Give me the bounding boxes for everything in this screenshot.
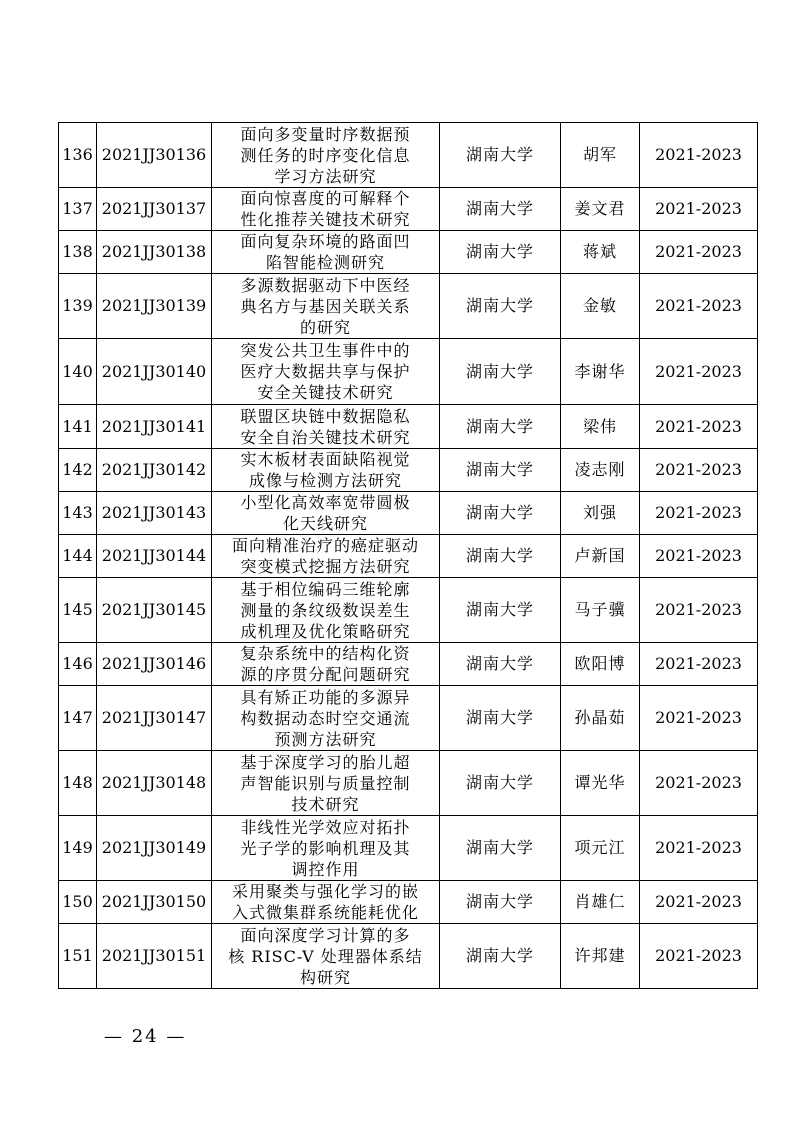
row-number-cell: 145 [59,578,97,643]
institution-cell: 湖南大学 [440,751,561,816]
person-in-charge-cell: 李谢华 [561,339,640,405]
project-title-line: 学习方法研究 [274,166,377,186]
project-title-cell [212,231,440,274]
project-table [58,122,758,989]
period-cell: 2021-2023 [640,188,758,231]
row-number-cell: 140 [59,339,97,405]
institution-cell: 湖南大学 [440,274,561,339]
table-row [59,492,758,535]
project-title-line: 典名方与基因关联关系 [240,296,411,316]
row-number-cell: 141 [59,405,97,449]
project-title-line: 复杂系统中的结构化资 [240,644,411,663]
project-title-line: 成机理及优化策略研究 [240,621,411,641]
project-title-line: 调控作用 [291,859,360,879]
project-title-line: 入式微集群系统能耗优化 [231,903,419,922]
table-row [59,449,758,492]
table-row [59,274,758,339]
person-in-charge-cell: 项元江 [561,816,640,881]
row-number-cell: 151 [59,924,97,989]
table-row [59,405,758,449]
project-title-cell [212,405,440,449]
project-code-cell: 2021JJ30150 [97,881,212,924]
table-row [59,578,758,643]
project-title-line: 构数据动态时空交通流 [240,708,411,728]
person-in-charge-cell: 肖雄仁 [561,881,640,924]
institution-cell: 湖南大学 [440,686,561,751]
project-title-cell [212,449,440,492]
person-in-charge-cell: 凌志刚 [561,449,640,492]
table-row [59,339,758,405]
project-title-cell [212,188,440,231]
table-body [59,123,758,989]
table-row [59,924,758,989]
person-in-charge-cell: 梁伟 [561,405,640,449]
project-title-cell [212,492,440,535]
project-title-line: 核 RISC-V 处理器体系结 [228,946,423,966]
period-cell: 2021-2023 [640,535,758,578]
project-title-cell [212,123,440,188]
project-title-cell [212,881,440,924]
institution-cell: 湖南大学 [440,643,561,686]
institution-cell: 湖南大学 [440,188,561,231]
row-number-cell: 143 [59,492,97,535]
project-title-cell [212,751,440,816]
institution-cell: 湖南大学 [440,405,561,449]
row-number-cell: 150 [59,881,97,924]
institution-cell: 湖南大学 [440,123,561,188]
project-code-cell: 2021JJ30144 [97,535,212,578]
project-code-cell: 2021JJ30139 [97,274,212,339]
project-title-line: 多源数据驱动下中医经 [240,275,411,295]
project-title-line: 面向惊喜度的可解释个 [240,189,411,208]
project-title-line: 突变模式挖掘方法研究 [240,557,411,576]
row-number-cell: 148 [59,751,97,816]
project-title-line: 的研究 [299,317,351,337]
person-in-charge-cell: 马子骥 [561,578,640,643]
page-number: — 24 — [104,1026,187,1047]
table-row [59,123,758,188]
project-title-line: 医疗大数据共享与保护 [240,362,411,381]
institution-cell: 湖南大学 [440,231,561,274]
project-title-line: 成像与检测方法研究 [248,471,402,490]
institution-cell: 湖南大学 [440,339,561,405]
project-code-cell: 2021JJ30138 [97,231,212,274]
period-cell: 2021-2023 [640,339,758,405]
project-title-cell [212,535,440,578]
project-code-cell: 2021JJ30143 [97,492,212,535]
period-cell: 2021-2023 [640,816,758,881]
project-title-line: 声智能识别与质量控制 [240,773,411,793]
person-in-charge-cell: 胡军 [561,123,640,188]
person-in-charge-cell: 蒋斌 [561,231,640,274]
period-cell: 2021-2023 [640,881,758,924]
project-code-cell: 2021JJ30147 [97,686,212,751]
institution-cell: 湖南大学 [440,881,561,924]
project-title-line: 基于深度学习的胎儿超 [240,752,411,772]
project-title-line: 源的序贯分配问题研究 [240,665,411,684]
period-cell: 2021-2023 [640,405,758,449]
project-title-line: 小型化高效率宽带圆极 [240,493,411,512]
project-title-line: 光子学的影响机理及其 [240,838,411,858]
project-title-line: 面向复杂环境的路面凹 [240,232,411,251]
row-number-cell: 138 [59,231,97,274]
project-title-line: 性化推荐关键技术研究 [240,210,411,229]
table-row [59,231,758,274]
project-code-cell: 2021JJ30136 [97,123,212,188]
period-cell: 2021-2023 [640,449,758,492]
project-title-line: 联盟区块链中数据隐私 [240,406,411,426]
project-title-line: 面向多变量时序数据预 [240,124,411,144]
project-code-cell: 2021JJ30140 [97,339,212,405]
project-code-cell: 2021JJ30146 [97,643,212,686]
period-cell: 2021-2023 [640,123,758,188]
project-title-line: 测任务的时序变化信息 [240,145,411,165]
period-cell: 2021-2023 [640,751,758,816]
table-row [59,188,758,231]
table-row [59,751,758,816]
project-title-cell [212,643,440,686]
project-title-line: 具有矫正功能的多源异 [240,687,411,707]
project-title-line: 面向精准治疗的癌症驱动 [231,536,419,555]
row-number-cell: 136 [59,123,97,188]
project-title-line: 基于相位编码三维轮廓 [240,579,411,599]
row-number-cell: 144 [59,535,97,578]
project-title-line: 化天线研究 [282,514,368,533]
table-row [59,686,758,751]
row-number-cell: 142 [59,449,97,492]
project-title-line: 安全关键技术研究 [257,383,394,402]
row-number-cell: 147 [59,686,97,751]
institution-cell: 湖南大学 [440,492,561,535]
project-title-line: 非线性光学效应对拓扑 [240,817,411,837]
project-title-line: 预测方法研究 [274,729,377,749]
table-row [59,643,758,686]
row-number-cell: 146 [59,643,97,686]
table-row [59,816,758,881]
project-title-line: 陷智能检测研究 [265,253,385,272]
row-number-cell: 149 [59,816,97,881]
row-number-cell: 137 [59,188,97,231]
person-in-charge-cell: 欧阳博 [561,643,640,686]
row-number-cell: 139 [59,274,97,339]
person-in-charge-cell: 谭光华 [561,751,640,816]
project-title-cell [212,686,440,751]
project-title-line: 实木板材表面缺陷视觉 [240,450,411,469]
project-code-cell: 2021JJ30141 [97,405,212,449]
project-code-cell: 2021JJ30148 [97,751,212,816]
period-cell: 2021-2023 [640,924,758,989]
person-in-charge-cell: 姜文君 [561,188,640,231]
period-cell: 2021-2023 [640,231,758,274]
project-code-cell: 2021JJ30149 [97,816,212,881]
period-cell: 2021-2023 [640,643,758,686]
table-row [59,881,758,924]
period-cell: 2021-2023 [640,578,758,643]
project-title-line: 面向深度学习计算的多 [240,925,411,945]
period-cell: 2021-2023 [640,492,758,535]
project-title-line: 测量的条纹级数误差生 [240,600,411,620]
period-cell: 2021-2023 [640,686,758,751]
institution-cell: 湖南大学 [440,578,561,643]
person-in-charge-cell: 孙晶茹 [561,686,640,751]
project-title-line: 构研究 [299,967,351,987]
project-code-cell: 2021JJ30137 [97,188,212,231]
institution-cell: 湖南大学 [440,535,561,578]
project-title-cell [212,816,440,881]
project-code-cell: 2021JJ30142 [97,449,212,492]
project-title-line: 安全自治关键技术研究 [240,427,411,447]
project-code-cell: 2021JJ30151 [97,924,212,989]
institution-cell: 湖南大学 [440,449,561,492]
project-title-cell [212,339,440,405]
institution-cell: 湖南大学 [440,816,561,881]
project-title-line: 采用聚类与强化学习的嵌 [231,882,419,901]
project-code-cell: 2021JJ30145 [97,578,212,643]
person-in-charge-cell: 金敏 [561,274,640,339]
table-row [59,535,758,578]
project-title-cell [212,578,440,643]
project-title-cell [212,924,440,989]
project-title-line: 技术研究 [291,794,360,814]
period-cell: 2021-2023 [640,274,758,339]
person-in-charge-cell: 许邦建 [561,924,640,989]
institution-cell: 湖南大学 [440,924,561,989]
person-in-charge-cell: 刘强 [561,492,640,535]
project-title-cell [212,274,440,339]
project-title-line: 突发公共卫生事件中的 [240,341,411,360]
person-in-charge-cell: 卢新国 [561,535,640,578]
